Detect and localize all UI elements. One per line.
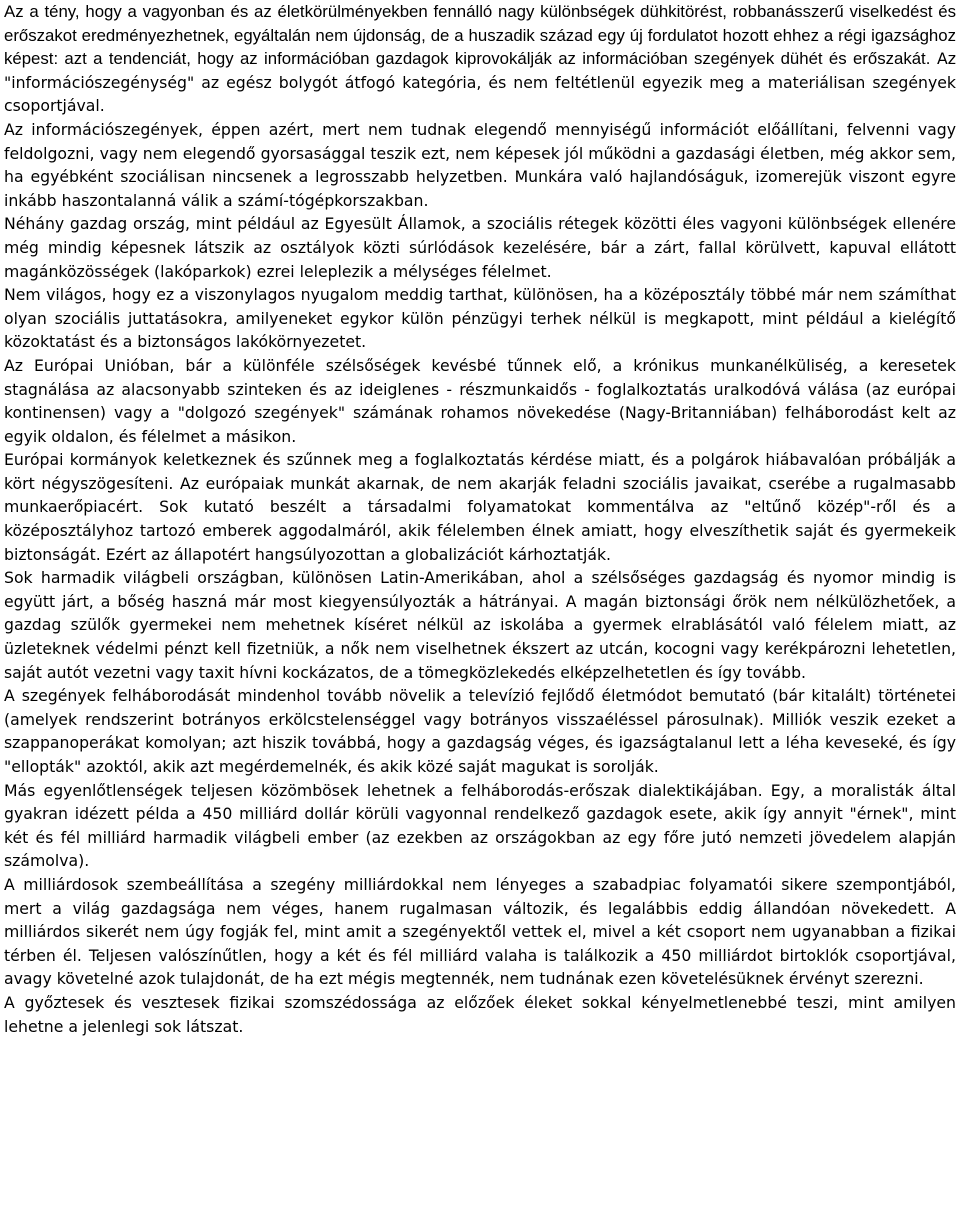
paragraph-5-text: Az Európai Unióban, bár a különféle szélsőségek kevésbé tűnnek elő, a krónikus munkanélküliség, a keresetek stagnálása az alacsonyabb szinteken és az ideiglenes - részmunkaidős - foglalkoztatás uralkodóvá válása (az európai kontinensen) vagy a "dolgozó szegények" számának rohamos növekedése (Nagy-Britanniában) felháborodást kelt az egyik oldalon, és félelmet a másikon.: [4, 355, 956, 446]
paragraph-10-text: A milliárdosok szembeállítása a szegény milliárdokkal nem lényeges a szabadpiac folyamatói sikere szempontjából, mert a világ gazdagsága nem véges, hanem rugalmasan változik, és legalábbis eddig állandóan növekedett. A milliárdos sikerét nem úgy fogják fel, mint amit a szegényektől vettek el, mivel a két csoport nem ugyanabban a fizikai térben él. Teljesen valószínűtlen, hogy a két és fél milliárd valaha is találkozik a 450 milliárdot birtoklók csoportjával, avagy követelné azok tulajdonát, de ha ezt mégis megtennék, nem tudnának ezen követelésüknek érvényt szerezni.: [4, 874, 956, 989]
paragraph-9-text: Más egyenlőtlenségek teljesen közömbösek lehetnek a felháborodás-erőszak dialektikájában. Egy, a moralisták által gyakran idézett példa a 450 milliárd dollár körüli vagyonnal rendelkező gazdagok esete, akik így annyit "érnek", mint két és fél milliárd harmadik világbeli ember (az ezekben az országokban az egy főre jutó nemzeti jövedelem alapján számolva).: [4, 780, 956, 871]
paragraph-7-text: Sok harmadik világbeli országban, különösen Latin-Amerikában, ahol a szélsőséges gazdagság és nyomor mindig is együtt járt, a bőség haszná már most kiegyensúlyozták a hátrányai. A magán biztonsági őrök nem nélkülözhetőek, a gazdag szülők gyermekei nem mehetnek kíséret nélkül az iskolába a gyermek elrablásától való félelem miatt, az üzleteknek védelmi pénzt kell fizetniük, a nők nem viselhetnek ékszert az utcán, kocogni vagy kerékpározni lehetetlen, saját autót vezetni vagy taxit hívni kockázatos, de a tömegközlekedés elképzelhetetlen és így tovább.: [4, 568, 956, 682]
paragraph-8: [4, 684, 956, 778]
paragraph-9: [4, 779, 956, 873]
paragraph-7: [4, 566, 956, 684]
paragraph-11-text: A győztesek és vesztesek fizikai szomszédossága az előzőek éleket sokkal kényelmetlenebbé teszi, mint amilyen lehetne a jelenlegi sok látszat.: [4, 992, 956, 1036]
paragraph-8-text: A szegények felháborodását mindenhol tovább növelik a televízió fejlődő életmódot bemutató (bár kitalált) történetei (amelyek rendszerint botrányos erkölcstelenséggel vagy botrányos visszaéléssel párosulnak). Milliók veszik ezeket a szappanoperákat komolyan; azt hiszik továbbá, hogy a gazdagság véges, és igazságtalanul lett a léha keveseké, és így "ellopták" azoktól, akik azt megérdemelnék, és akik közé saját magukat is sorolják.: [4, 686, 956, 776]
paragraph-10: [4, 873, 956, 991]
paragraph-11: [4, 991, 956, 1038]
paragraph-6: [4, 448, 956, 566]
paragraph-2: [4, 118, 956, 212]
paragraph-4: [4, 283, 956, 354]
paragraph-1-sentence-2: Az "információszegénység" az egész bolygót átfogó kategória, és nem feltétlenül egyezik meg a materiálisan szegények csoportjával.: [4, 49, 956, 116]
paragraph-4-text: Nem világos, hogy ez a viszonylagos nyugalom meddig tarthat, különösen, ha a középosztály többé már nem számíthat olyan szociális juttatásokra, amilyeneket egykor külön pénzügyi terhek nélkül is megkapott, mint például a kielégítő közoktatást és a biztonságos lakókörnyezetet.: [4, 285, 956, 352]
paragraph-3: [4, 212, 956, 283]
paragraph-6-text: Európai kormányok keletkeznek és szűnnek meg a foglalkoztatás kérdése miatt, és a polgárok hiábavalóan próbálják a kört négyszögesíteni. Az európaiak munkát akarnak, de nem akarják feladni szociális javaikat, cserébe a rugalmasabb munkaerőpiacért. Sok kutató beszélt a társadalmi folyamatokat kommentálva az "eltűnő közép"-ről és a középosztályhoz tartozó emberek aggodalmáról, akik félelemben élnek amiatt, hogy elveszíthetik saját és gyermekeik biztonságát. Ezért az állapotért hangsúlyozottan a globalizációt kárhoztatják.: [4, 450, 956, 564]
paragraph-5: [4, 354, 956, 448]
paragraph-1: [4, 0, 956, 118]
paragraph-2-text: Az információszegények, éppen azért, mert nem tudnak elegendő mennyiségű információt előállítani, felvenni vagy feldolgozni, vagy nem elegendő gyorsasággal teszik ezt, nem képesek jól működni a gazdasági életben, még akkor sem, ha egyébként szociálisan nincsenek a legrosszabb helyzetben. Munkára való hajlandóságuk, izomerejük viszont egyre inkább haszontalanná válik a számí-tógépkorszakban.: [4, 119, 956, 210]
document-page: [4, 0, 956, 1038]
paragraph-3-text: Néhány gazdag ország, mint például az Egyesült Államok, a szociális rétegek közötti éles vagyoni különbségek ellenére még mindig képesnek látszik az osztályok közti súrlódások kezelésére, bár a zárt, fallal körülvett, kapuval ellátott magánközösségek (lakóparkok) ezrei leleplezik a mélységes félelmet.: [4, 214, 956, 281]
paragraph-1-sentence-1: Az a tény, hogy a vagyonban és az életkörülményekben fennálló nagy különbségek dühkitörést, robbanásszerű viselkedést és erőszakot eredményezhetnek, egyáltalán nem újdonság, de a huszadik század egy új fordulatot hozott ehhez a régi igazsághoz képest: azt a tendenciát, hogy az információban gazdagok kiprovokálják az információban szegények dühét és erőszakát.: [4, 2, 956, 69]
